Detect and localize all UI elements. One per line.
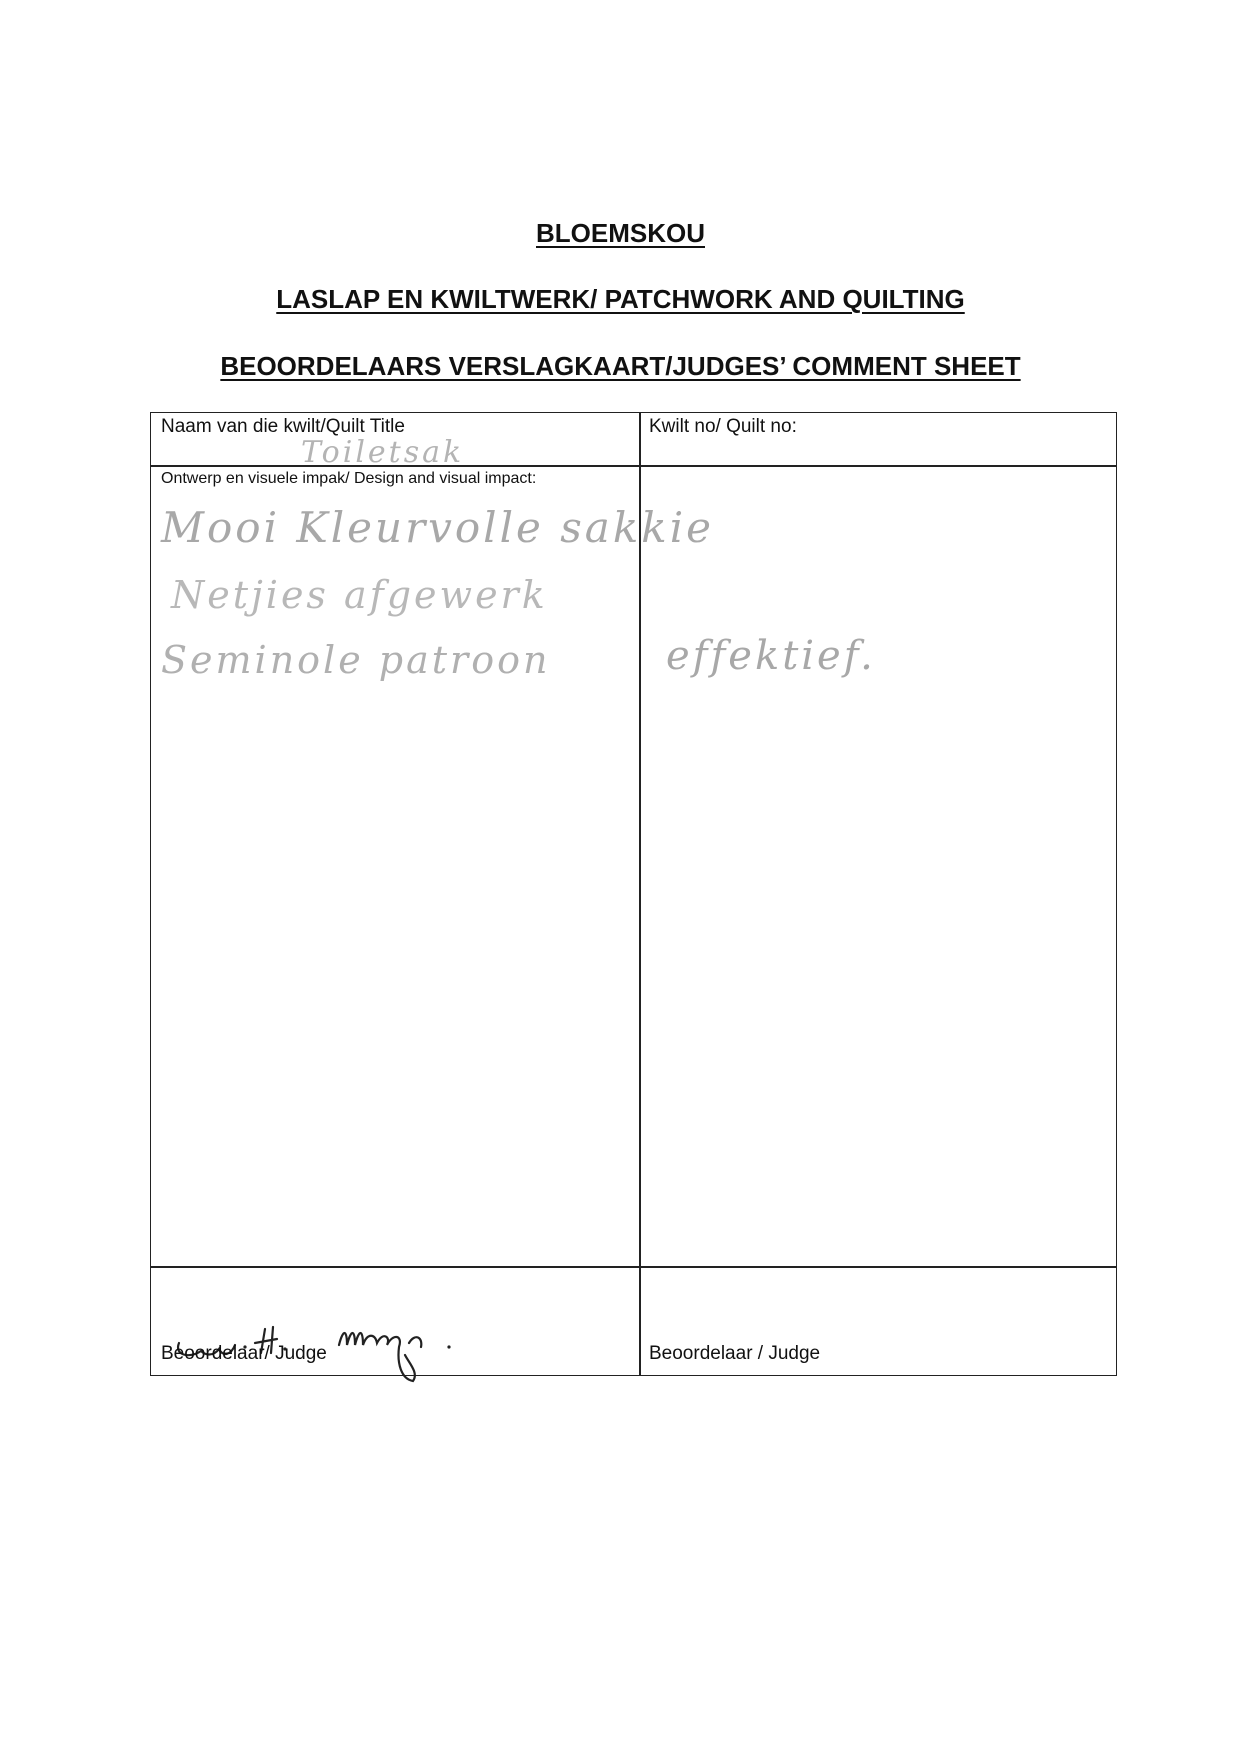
comment-line: Seminole patroon — [161, 638, 551, 682]
form-sheet-title: BEOORDELAARS VERSLAGKAART/JUDGES’ COMMENT SHEET — [220, 351, 1021, 381]
judge-left-label: Beoordelaar/ Judge — [161, 1343, 327, 1364]
design-impact-label: Ontwerp en visuele impak/ Design and visual impact: — [161, 470, 537, 487]
quilt-title-value: Toiletsak — [301, 435, 465, 470]
form-title: BLOEMSKOU — [536, 218, 705, 248]
judge-signature — [169, 1293, 529, 1383]
quilt-title-label: Naam van die kwilt/Quilt Title — [161, 416, 405, 437]
form-category: LASLAP EN KWILTWERK/ PATCHWORK AND QUILTING — [276, 284, 965, 314]
row-divider — [151, 465, 1116, 467]
comment-line: Netjies afgewerk — [171, 573, 548, 617]
comment-line: effektief. — [666, 633, 876, 679]
judge-right-label: Beoordelaar / Judge — [649, 1343, 821, 1364]
column-divider — [639, 413, 641, 1375]
quilt-number-label: Kwilt no/ Quilt no: — [649, 416, 797, 437]
row-divider — [151, 1266, 1116, 1268]
comment-line: Mooi Kleurvolle sakkie — [161, 503, 715, 552]
comment-sheet-table — [150, 412, 1117, 1376]
